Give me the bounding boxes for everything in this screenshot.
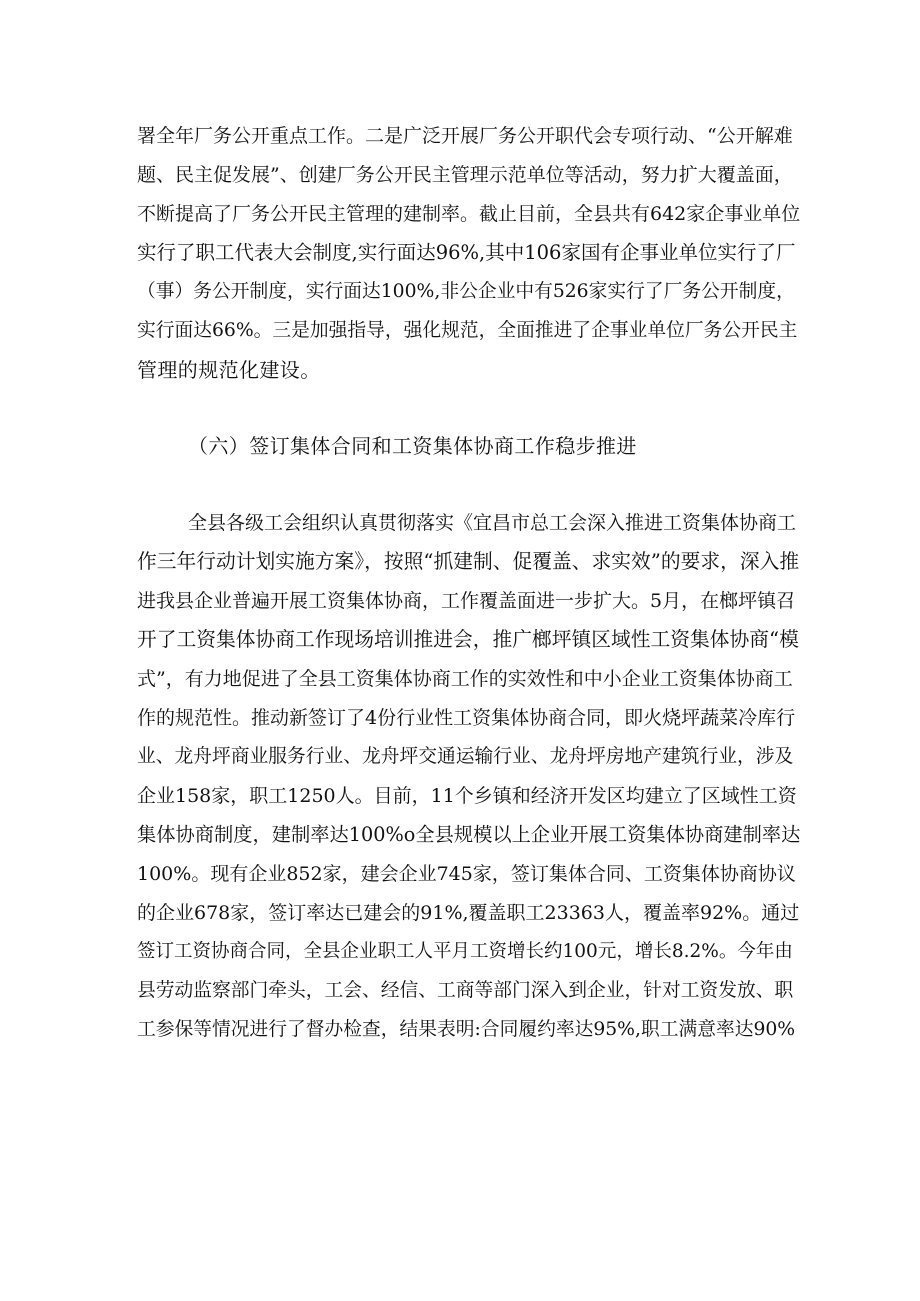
- paragraph-1-line-1: 署全年厂务公开重点工作。二是广泛开展厂务公开职代会专项行动、“公开解难: [137, 125, 793, 147]
- paragraph-1-line-2: 题、民主促发展”、创建厂务公开民主管理示范单位等活动，努力扩大覆盖面，: [137, 164, 793, 186]
- section-heading: （六）签订集体合同和工资集体协商工作稳步推进: [188, 434, 637, 458]
- paragraph-2-line-14: 工参保等情况进行了督办检查，结果表明:合同履约率达95%,职工满意率达90%: [137, 1019, 796, 1040]
- paragraph-1-line-4: 实行了职工代表大会制度,实行面达96%,其中106家国有企事业单位实行了厂: [137, 241, 796, 264]
- paragraph-2-line-1: 全县各级工会组织认真贯彻落实《宜昌市总工会深入推进工资集体协商工: [188, 512, 797, 534]
- paragraph-2-line-7: 业、龙舟坪商业服务行业、龙舟坪交通运输行业、龙舟坪房地产建筑行业，涉及: [137, 746, 794, 767]
- paragraph-2-line-11: 的企业678家，签订率达已建会的91%,覆盖职工23363人，覆盖率92%。通过: [137, 902, 800, 924]
- paragraph-2-line-4: 开了工资集体协商工作现场培训推进会，推广榔坪镇区域性工资集体协商“模: [137, 628, 799, 651]
- paragraph-2-line-3: 进我县企业普遍开展工资集体协商，工作覆盖面进一步扩大。5月，在榔坪镇召: [137, 590, 796, 612]
- paragraph-1-line-3: 不断提高了厂务公开民主管理的建制率。截止目前，全县共有642家企事业单位: [137, 203, 801, 225]
- paragraph-2-line-2: 作三年行动计划实施方案》，按照“抓建制、促覆盖、求实效”的要求，深入推: [137, 550, 800, 573]
- paragraph-2-line-13: 县劳动监察部门牵头，工会、经信、工商等部门深入到企业，针对工资发放、职: [137, 980, 794, 1001]
- paragraph-2-line-9: 集体协商制度，建制率达100%o全县规模以上企业开展工资集体协商建制率达: [137, 823, 801, 846]
- paragraph-2-line-8: 企业158家，职工1250人。目前，11个乡镇和经济开发区均建立了区域性工资: [137, 785, 797, 807]
- paragraph-2-line-6: 作的规范性。推动新签订了4份行业性工资集体协商合同，即火烧坪蔬菜冷库行: [137, 707, 796, 729]
- paragraph-1-line-6: 实行面达66%。三是加强指导，强化规范，全面推进了企事业单位厂务公开民主: [137, 320, 798, 341]
- paragraph-1-line-5: （事）务公开制度，实行面达100%,非公企业中有526家实行了厂务公开制度，: [137, 281, 795, 302]
- paragraph-2-line-12: 签订工资协商合同，全县企业职工人平月工资增长约100元，增长8.2%。今年由: [137, 941, 793, 962]
- paragraph-2-line-10: 100%。现有企业852家，建会企业745家，签订集体合同、工资集体协商协议: [137, 863, 796, 885]
- paragraph-1-line-7: 管理的规范化建设。: [137, 358, 321, 382]
- paragraph-2-line-5: 式”，有力地促进了全县工资集体协商工作的实效性和中小企业工资集体协商工: [137, 668, 793, 690]
